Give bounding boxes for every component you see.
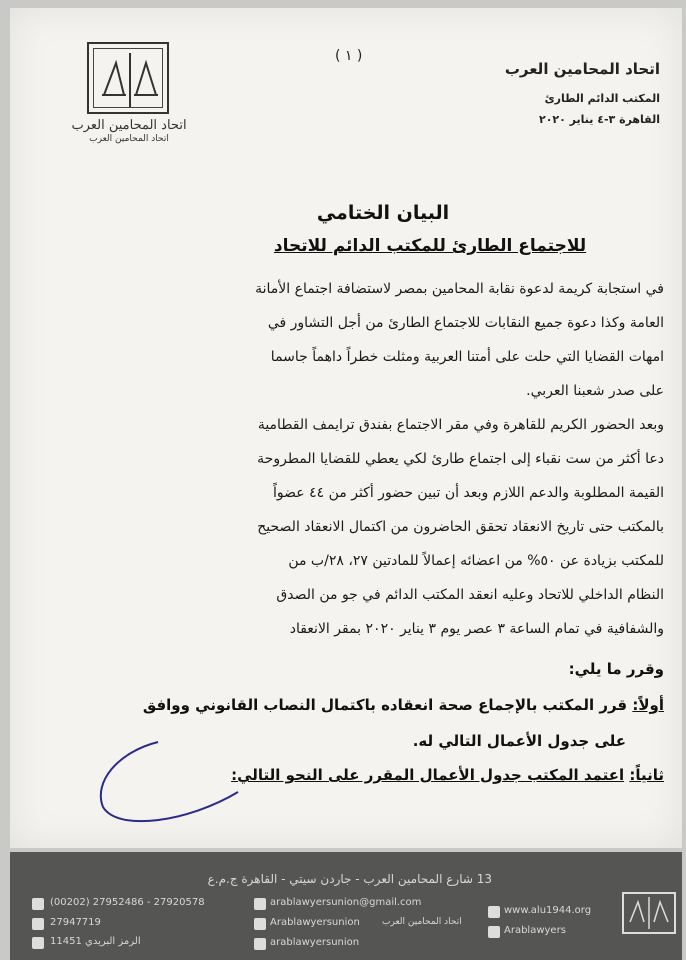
document-title: البيان الختامي xyxy=(316,202,450,224)
decision-second-text: اعتمد المكتب جدول الأعمال المقرر على النحو التالي: xyxy=(231,766,625,784)
paragraph-line: بالمكتب حتى تاريخ الانعقاد تحقق الحاضرون من اكتمال الانعقاد الصحيح xyxy=(257,519,664,535)
paragraph-line: القيمة المطلوبة والدعم اللازم وبعد أن تبين حضور أكثر من ٤٤ عضواً xyxy=(273,485,664,501)
paragraph-line: في استجابة كريمة لدعوة نقابة المحامين بمصر لاستضافة اجتماع الأمانة xyxy=(255,281,664,297)
twitter-icon xyxy=(488,926,500,938)
mailbox-icon xyxy=(32,937,44,949)
decision-first-text: قرر المكتب بالإجماع صحة انعقاده باكتمال النصاب القانوني ووافق xyxy=(142,696,628,714)
instagram-icon xyxy=(254,938,266,950)
document-subtitle: للاجتماع الطارئ للمكتب الدائم للاتحاد xyxy=(273,236,587,256)
scales-icon xyxy=(624,894,674,932)
paragraph-line: للمكتب بزيادة عن ٥٠% من اعضائه إعمالاً للمادتين ٢٧، ٢٨/ب من xyxy=(288,553,664,569)
footer-instagram: arablawyersunion xyxy=(270,937,360,948)
union-logo xyxy=(87,42,169,114)
decision-first xyxy=(143,696,664,714)
paragraph-line: وبعد الحضور الكريم للقاهرة وفي مقر الاجتماع بفندق ترايمف القطامية xyxy=(257,417,664,433)
decision-second xyxy=(231,766,664,784)
paragraph-line: العامة وكذا دعوة جميع النقابات للاجتماع الطارئ من أجل التشاور في xyxy=(267,315,664,331)
decision-second-label: ثانياً: xyxy=(629,766,664,784)
paragraph-line: دعا أكثر من ست نقباء إلى اجتماع طارئ لكي يعطي للقضايا المطروحة xyxy=(257,451,664,467)
decisions-heading: وقرر ما يلي: xyxy=(568,660,664,678)
footer-fax: 27947719 xyxy=(50,917,101,928)
facebook-icon xyxy=(254,918,266,930)
paragraph-line: امهات القضايا التي حلت على أمتنا العربية ومثلت خطراً داهماً جاسما xyxy=(270,349,664,365)
paragraph-line: النظام الداخلي للاتحاد وعليه انعقد المكتب الدائم في جو من الصدق xyxy=(276,587,664,603)
paragraph-line: والشفافية في تمام الساعة ٣ عصر يوم ٣ يناير ٢٠٢٠ بمقر الانعقاد xyxy=(289,621,664,637)
footer-email: arablawyersunion@gmail.com xyxy=(270,897,422,908)
signature xyxy=(88,722,288,832)
decision-first-cont: على جدول الأعمال التالي له. xyxy=(412,732,626,750)
footer-facebook: Arablawyersunion xyxy=(270,917,360,928)
statement-body xyxy=(64,272,664,646)
phone-icon xyxy=(32,898,44,910)
logo-subcaption: اتحاد المحامين العرب xyxy=(89,134,169,144)
globe-icon xyxy=(488,906,500,918)
footer-twitter: Arablawyers xyxy=(504,925,566,936)
logo-caption: اتحاد المحامين العرب xyxy=(71,118,187,133)
page-number: ( ١ ) xyxy=(335,48,363,64)
footer-postal: الرمز البريدي 11451 xyxy=(50,936,141,947)
footer-phone: (00202) 27952486 - 27920578 xyxy=(50,897,205,908)
letterhead-footer xyxy=(10,852,682,960)
decision-first-label: أولاً: xyxy=(632,696,664,714)
paragraph-line: على صدر شعبنا العربي. xyxy=(526,383,664,399)
email-icon xyxy=(254,898,266,910)
header-org: اتحاد المحامين العرب xyxy=(504,60,660,78)
footer-logo xyxy=(622,892,676,934)
scales-icon xyxy=(94,49,166,111)
footer-website: www.alu1944.org xyxy=(504,905,592,916)
footer-facebook-label: اتحاد المحامين العرب xyxy=(382,917,462,927)
header-office: المكتب الدائم الطارئ xyxy=(544,92,660,105)
footer-address: 13 شارع المحامين العرب - جاردن سيتي - القاهرة ج.م.ع xyxy=(207,872,492,886)
header-date: القاهرة ٣-٤ يناير ٢٠٢٠ xyxy=(538,113,660,126)
fax-icon xyxy=(32,918,44,930)
